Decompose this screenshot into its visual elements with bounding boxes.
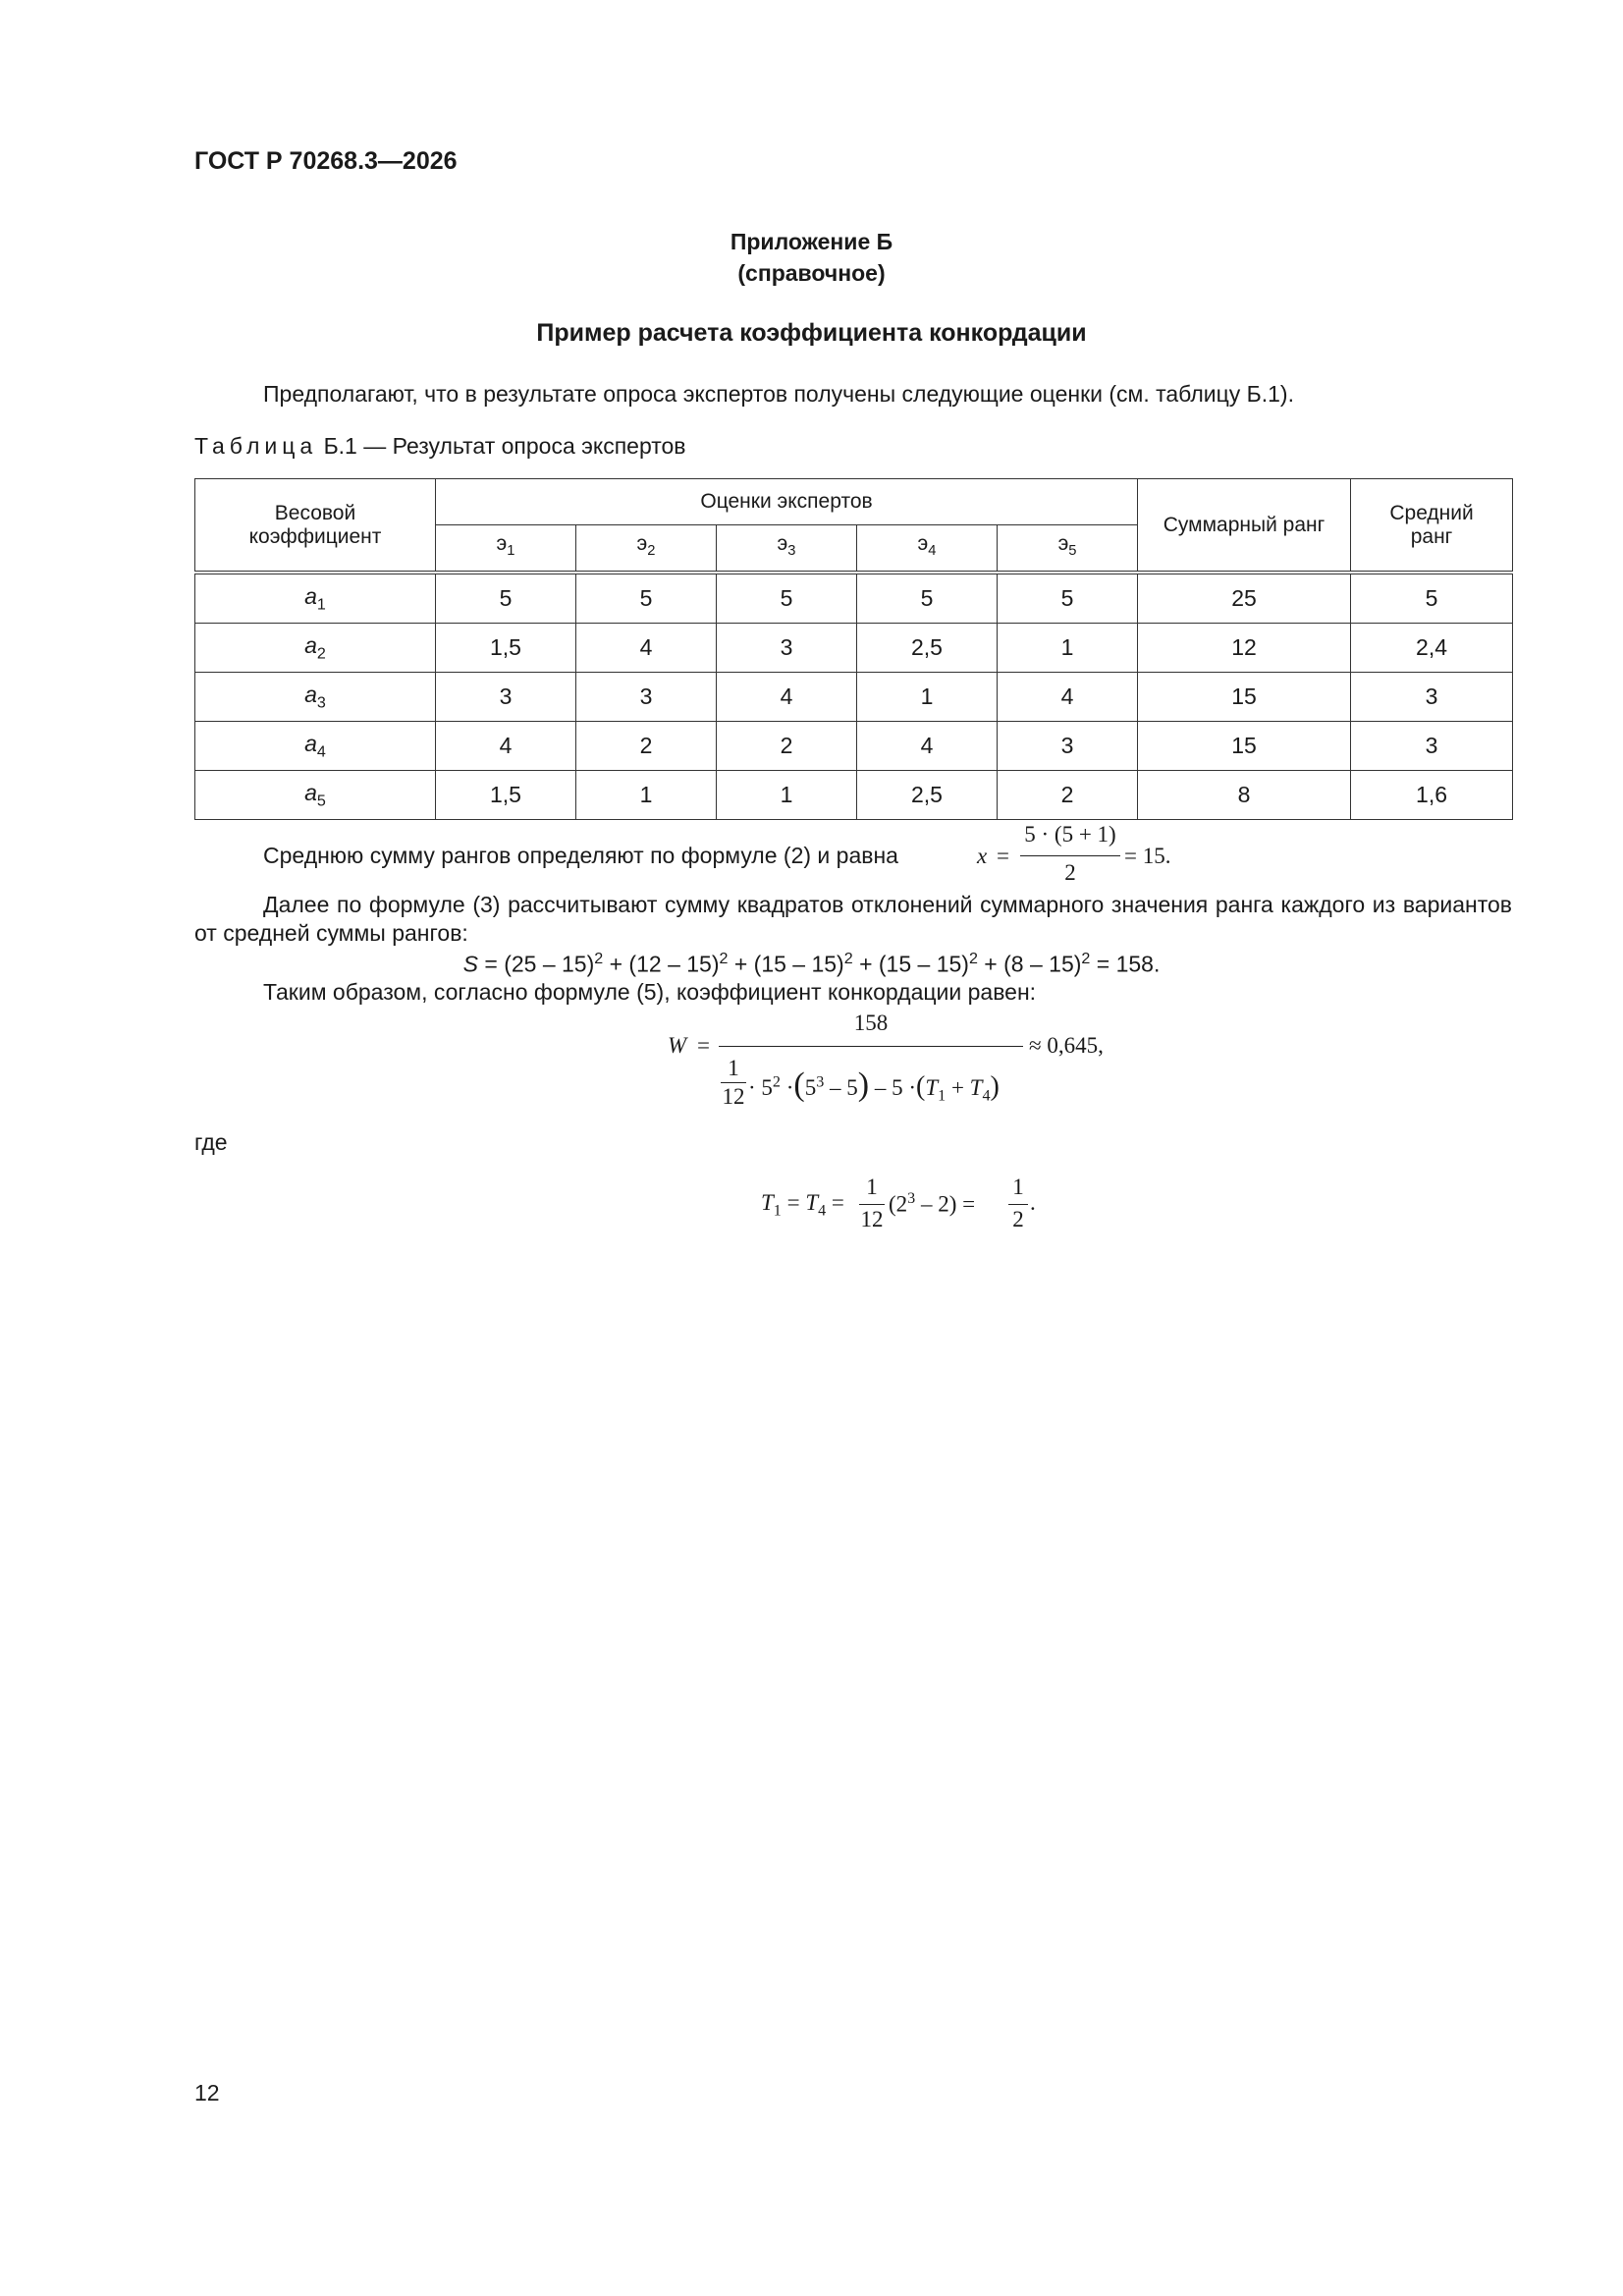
standard-designation: ГОСТ Р 70268.3—2026: [194, 147, 458, 175]
t-frac-num: 1: [866, 1175, 878, 1199]
mean-formula-result: = 15.: [1124, 844, 1171, 868]
mean-formula-fraction-line: [1020, 855, 1120, 856]
mean-rank-paragraph: [263, 842, 898, 870]
expert-label: э: [1057, 532, 1069, 556]
expert-label: э: [496, 532, 508, 556]
score-cell: 1: [857, 673, 998, 722]
sum-rank-cell: 25: [1138, 573, 1351, 624]
score-cell: 2,5: [857, 771, 998, 820]
weight-symbol: a: [304, 681, 317, 707]
t-res-line: [1008, 1204, 1028, 1205]
t-res-den: 2: [1012, 1207, 1024, 1231]
score-cell: 1: [998, 624, 1138, 673]
further-paragraph: Далее по формуле (3) рассчитывают сумму квадратов отклонений суммарного значения ранга каждого из вариантов от средней суммы рангов:: [194, 892, 1512, 946]
score-cell: 3: [576, 673, 717, 722]
score-cell: 1,5: [436, 771, 576, 820]
weight-cell: [195, 722, 436, 771]
w-formula-lhs: W: [668, 1033, 687, 1058]
t-mid-sub: 4: [818, 1202, 827, 1220]
score-cell: 4: [857, 722, 998, 771]
w-formula-denominator: [719, 1050, 1023, 1109]
expert-index: 3: [787, 543, 796, 560]
t-lhs-symbol: T: [761, 1190, 774, 1215]
sum-rank-cell: 12: [1138, 624, 1351, 673]
s-formula-term3: + (15 – 15): [728, 951, 844, 977]
header-expert-4: [857, 525, 998, 574]
expert-results-table: [194, 478, 1513, 820]
w-formula-fraction-line: [719, 1046, 1023, 1047]
page-number: 12: [194, 2080, 220, 2105]
t-res-num: 1: [1012, 1175, 1024, 1199]
s-formula-exp4: 2: [968, 950, 978, 967]
score-cell: 1: [576, 771, 717, 820]
score-cell: 5: [857, 573, 998, 624]
weight-symbol: a: [304, 582, 317, 609]
score-cell: 2,5: [857, 624, 998, 673]
weight-symbol: a: [304, 730, 317, 756]
sum-rank-cell: 15: [1138, 722, 1351, 771]
score-cell: 4: [717, 673, 857, 722]
expert-index: 2: [647, 543, 656, 560]
s-formula-term2: + (12 – 15): [603, 951, 720, 977]
s-formula-term1: = (25 – 15): [477, 951, 595, 977]
weight-index: 3: [316, 693, 326, 712]
score-cell: 2: [576, 722, 717, 771]
t-frac-line: [859, 1204, 885, 1205]
header-experts: Оценки экспертов: [436, 479, 1138, 525]
t-paren-rest: – 2): [915, 1191, 957, 1217]
header-avg-rank: [1351, 479, 1513, 574]
t-frac-den: 12: [860, 1207, 884, 1231]
thus-paragraph: Таким образом, согласно формуле (5), коэффициент конкордации равен:: [263, 979, 1037, 1005]
t-lhs-sub: 1: [773, 1202, 782, 1220]
header-avg-rank-text: Средний ранг: [1389, 501, 1474, 548]
score-cell: 3: [717, 624, 857, 673]
sum-rank-cell: 8: [1138, 771, 1351, 820]
table-caption: [194, 433, 686, 460]
w-den-frac-num: 1: [728, 1056, 739, 1080]
w-formula-numerator: 158: [853, 1011, 889, 1035]
mean-formula-denominator: 2: [1064, 860, 1076, 885]
t-eq: =: [962, 1191, 976, 1217]
header-expert-3: [717, 525, 857, 574]
t-formula: [761, 1175, 1055, 1253]
header-sum-rank: Суммарный ранг: [1138, 479, 1351, 574]
table-row: [195, 624, 1513, 673]
weight-symbol: a: [304, 779, 317, 805]
weight-index: 4: [316, 742, 326, 761]
header-weight: [195, 479, 436, 574]
score-cell: 5: [998, 573, 1138, 624]
s-formula-exp5: 2: [1081, 950, 1091, 967]
s-formula-term5: + (8 – 15): [977, 951, 1082, 977]
weight-cell: [195, 771, 436, 820]
expert-index: 5: [1068, 543, 1077, 560]
weight-cell: [195, 673, 436, 722]
score-cell: 5: [576, 573, 717, 624]
table-row: [195, 673, 1513, 722]
t-paren-open: (2: [889, 1191, 908, 1217]
expert-index: 4: [928, 543, 937, 560]
s-formula-term4: + (15 – 15): [852, 951, 969, 977]
avg-rank-cell: 5: [1351, 573, 1513, 624]
table-row: [195, 573, 1513, 624]
t-formula-lhs: $T_1 = T_4$ =: [761, 1190, 844, 1220]
weight-symbol: a: [304, 631, 317, 658]
w-den-expr: · $5^2 \cdot(5^3 - 5) - 5 \cdot(T_1 + T_4)$: [748, 1066, 1000, 1105]
mean-formula-lhs: x: [977, 844, 988, 868]
header-weight-text: Весовой коэффициент: [248, 501, 382, 548]
weight-index: 5: [316, 792, 326, 810]
section-title: Пример расчета коэффициента конкордации: [536, 319, 1087, 347]
table-row: [195, 722, 1513, 771]
annex-type: (справочное): [737, 260, 886, 286]
score-cell: 4: [576, 624, 717, 673]
avg-rank-cell: 1,6: [1351, 771, 1513, 820]
header-expert-2: [576, 525, 717, 574]
t-dot: .: [1030, 1190, 1036, 1215]
t-mid-symbol: T: [805, 1190, 819, 1215]
s-formula-exp1: 2: [594, 950, 604, 967]
table-caption-text: Б.1 — Результат опроса экспертов: [323, 433, 686, 459]
avg-rank-cell: 3: [1351, 673, 1513, 722]
s-formula-exp2: 2: [719, 950, 729, 967]
weight-cell: [195, 573, 436, 624]
s-formula-end: = 158.: [1090, 951, 1161, 977]
score-cell: 2: [998, 771, 1138, 820]
score-cell: 5: [717, 573, 857, 624]
w-formula-eq: =: [697, 1033, 710, 1058]
intro-paragraph: Предполагают, что в результате опроса экспертов получены следующие оценки (см. таблицу Б.1).: [263, 381, 1294, 407]
expert-label: э: [777, 532, 788, 556]
score-cell: 3: [998, 722, 1138, 771]
expert-index: 1: [507, 543, 515, 560]
score-cell: 3: [436, 673, 576, 722]
score-cell: 1,5: [436, 624, 576, 673]
mean-rank-text: Среднюю сумму рангов определяют по формуле (2) и равна: [263, 843, 898, 868]
s-formula-exp3: 2: [843, 950, 853, 967]
w-den-frac-line: [721, 1082, 746, 1083]
where-word: где: [194, 1129, 228, 1155]
annex-title: Приложение Б: [730, 229, 893, 254]
header-expert-1: [436, 525, 576, 574]
avg-rank-cell: 2,4: [1351, 624, 1513, 673]
table-row: [195, 771, 1513, 820]
w-formula: [668, 1011, 1119, 1118]
score-cell: 5: [436, 573, 576, 624]
score-cell: 4: [436, 722, 576, 771]
s-formula: [0, 950, 1623, 978]
score-cell: 4: [998, 673, 1138, 722]
weight-index: 1: [316, 595, 326, 614]
table-caption-word: Таблица: [194, 433, 318, 459]
avg-rank-cell: 3: [1351, 722, 1513, 771]
sum-rank-cell: 15: [1138, 673, 1351, 722]
header-expert-5: [998, 525, 1138, 574]
w-den-frac-den: 12: [722, 1084, 745, 1109]
expert-label: э: [636, 532, 648, 556]
weight-index: 2: [316, 644, 326, 663]
s-formula-symbol: S: [462, 951, 478, 977]
weight-cell: [195, 624, 436, 673]
score-cell: 2: [717, 722, 857, 771]
table-body: [195, 573, 1513, 820]
score-cell: 1: [717, 771, 857, 820]
t-paren-expr: [889, 1190, 975, 1218]
mean-formula-eq: =: [997, 844, 1009, 868]
mean-formula-numerator: 5 · (5 + 1): [1024, 822, 1116, 847]
t-paren-exp: 3: [907, 1190, 916, 1207]
w-formula-result: ≈ 0,645,: [1029, 1033, 1104, 1058]
expert-label: э: [917, 532, 929, 556]
